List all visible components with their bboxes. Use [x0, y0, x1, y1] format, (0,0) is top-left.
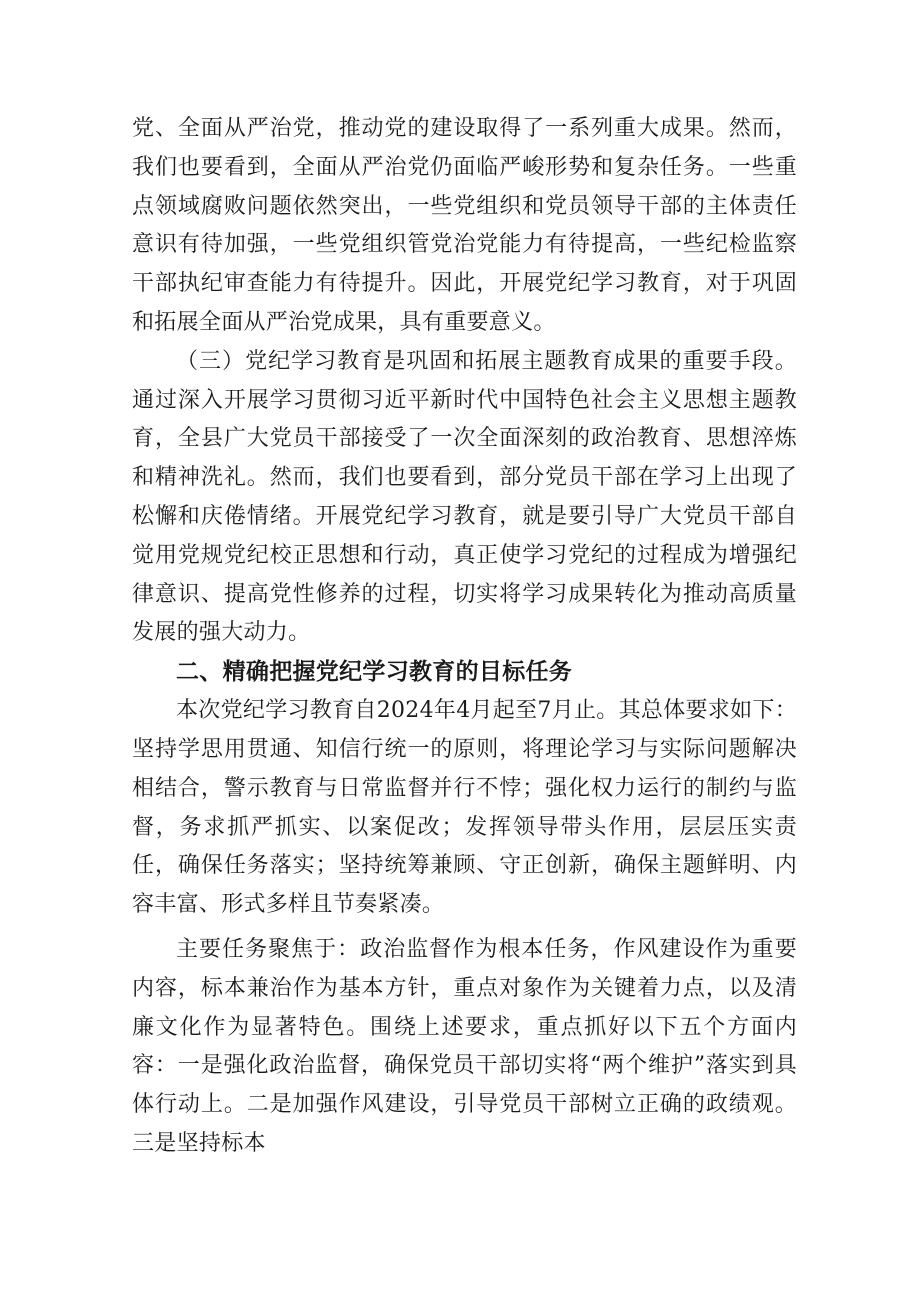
- paragraph-continued: 党、全面从严治党，推动党的建设取得了一系列重大成果。然而，我们也要看到，全面从严治党仍面临严峻形势和复杂任务。一些重点领域腐败问题依然突出，一些党组织和党员领导干部的主体责任意识有待加强，一些党组织管党治党能力有待提高，一些纪检监察干部执纪审查能力有待提升。因此，开展党纪学习教育，对于巩固和拓展全面从严治党成果，具有重要意义。: [132, 116, 797, 335]
- paragraph-main-tasks: 主要任务聚焦于：政治监督作为根本任务，作风建设作为重要内容，标本兼治作为基本方针，重点对象作为关键着力点，以及清廉文化作为显著特色。围绕上述要求，重点抓好以下五个方面内容：一是强化政治监督，确保党员干部切实将“两个维护”落实到具体行动上。二是加强作风建设，引导党员干部树立正确的政绩观。三是坚持标本: [132, 936, 797, 1156]
- section-heading-two: 二、精确把握党纪学习教育的目标任务: [176, 659, 573, 686]
- paragraph-requirements: 本次党纪学习教育自2024年4月起至7月止。其总体要求如下：坚持学思用贯通、知信行统一的原则，将理论学习与实际问题解决相结合，警示教育与日常监督并行不悖；强化权力运行的制约与监督，务求抓严抓实、以案促改；发挥领导带头作用，层层压实责任，确保任务落实；坚持统筹兼顾、守正创新，确保主题鲜明、内容丰富、形式多样且节奏紧凑。: [132, 698, 797, 918]
- paragraph-section-three: （三）党纪学习教育是巩固和拓展主题教育成果的重要手段。通过深入开展学习贯彻习近平新时代中国特色社会主义思想主题教育，全县广大党员干部接受了一次全面深刻的政治教育、思想淬炼和精神洗礼。然而，我们也要看到，部分党员干部在学习上出现了松懈和庆倦情绪。开展党纪学习教育，就是要引导广大党员干部自觉用党规党纪校正思想和行动，真正使学习党纪的过程成为增强纪律意识、提高党性修养的过程，切实将学习成果转化为推动高质量发展的强大动力。: [132, 348, 797, 646]
- document-body: [132, 110, 797, 1164]
